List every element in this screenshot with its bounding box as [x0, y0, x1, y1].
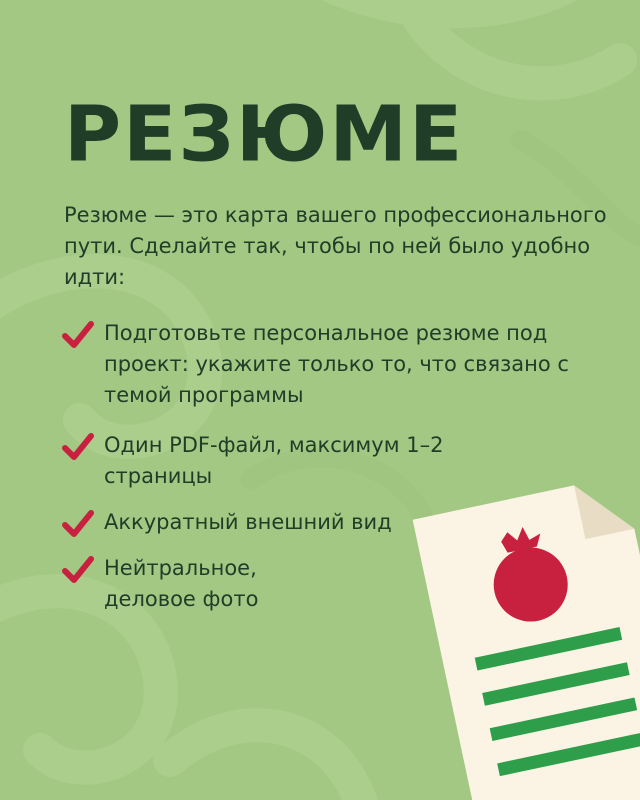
- document-icon: [380, 470, 640, 800]
- checkmark-icon: [62, 432, 94, 462]
- checklist-item-text: Подготовьте персональное резюме под проект: укажите только то, что связано с темой программы: [104, 321, 569, 407]
- intro-text: Резюме — это карта вашего профессионального пути. Сделайте так, чтобы по ней было удобно идти:: [64, 203, 607, 289]
- checkmark-icon: [62, 509, 94, 539]
- checklist-item-text: Один PDF-файл, максимум 1–2 страницы: [104, 433, 444, 488]
- checklist-item: [62, 553, 324, 615]
- checklist-item: [62, 318, 574, 411]
- checklist-item-text: Нейтральное, деловое фото: [104, 556, 259, 611]
- page-title: РЕЗЮМЕ: [64, 90, 465, 180]
- checklist-item: [62, 507, 404, 538]
- checkmark-icon: [62, 320, 94, 350]
- checkmark-icon: [62, 555, 94, 585]
- checklist-item-text: Аккуратный внешний вид: [104, 510, 392, 534]
